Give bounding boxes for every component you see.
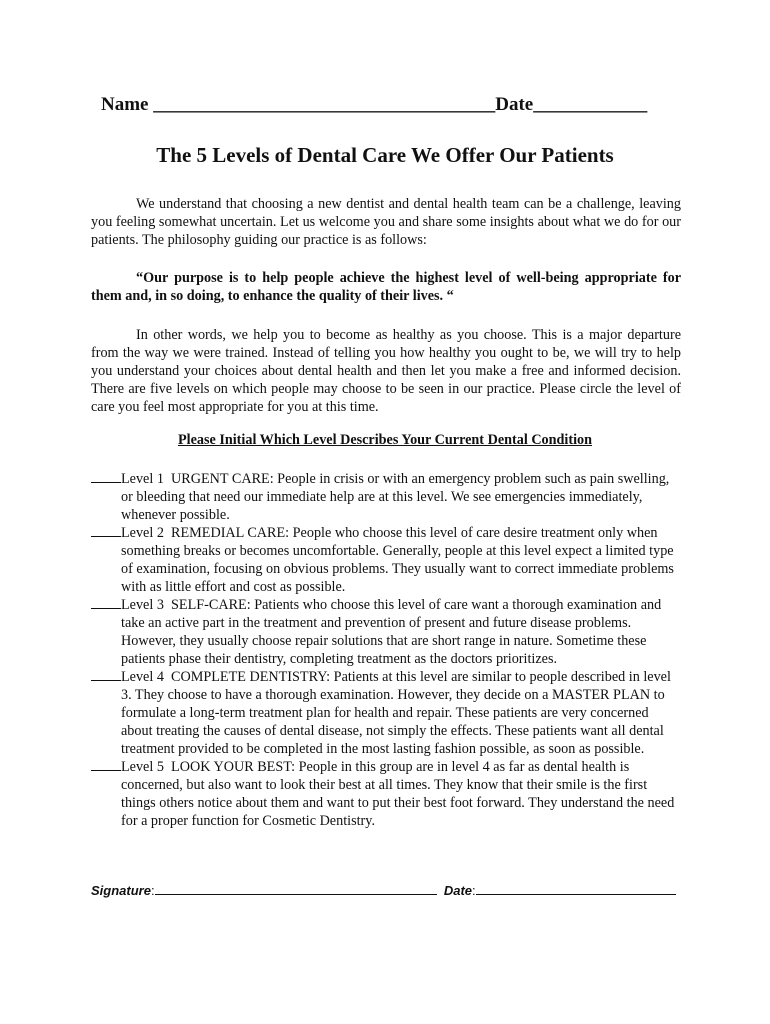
level-3-text: SELF-CARE: Patients who choose this level of care want a thorough examination and take an active part in the treatment and prevention of present and future disease problems. However, they usually choose repair solutions that are short range in nature. Sometime these patients phase their dentistry, completing treatment as the doctors prioritizes. bbox=[121, 597, 662, 667]
level-2-item bbox=[91, 524, 681, 596]
name-date-line bbox=[101, 94, 671, 116]
level-1-text: URGENT CARE: People in crisis or with an emergency problem such as pain swelling, or bleeding that need our immediate help are at this level. We see emergencies immediately, whenever possible. bbox=[121, 471, 670, 523]
explanation-text: In other words, we help you to become as healthy as you choose. This is a major departure from the way we were trained. Instead of telling you how healthy you ought to be, we will try to help you understand your choices about dental health and then let you make a free and informed decision. There are five levels on which people may choose to be seen in our practice. Please circle the level of care you feel most appropriate for you at this time. bbox=[91, 327, 681, 415]
signature-row: Signature: Date: bbox=[91, 882, 691, 898]
signature-label: Signature bbox=[91, 883, 151, 898]
name-label: Name bbox=[101, 94, 149, 115]
quote-text: “Our purpose is to help people achieve the highest level of well-being appropriate for them and, in so doing, to enhance the quality of their lives. “ bbox=[91, 270, 681, 304]
page-title: The 5 Levels of Dental Care We Offer Our Patients bbox=[156, 143, 614, 167]
level-1-label: Level 1 bbox=[121, 471, 164, 487]
initial-blank-4[interactable] bbox=[91, 668, 121, 681]
level-1-item bbox=[91, 470, 681, 524]
level-5-item bbox=[91, 758, 681, 830]
level-3-label: Level 3 bbox=[121, 597, 164, 613]
intro-paragraph bbox=[91, 195, 681, 249]
signature-date-field[interactable] bbox=[476, 882, 676, 895]
level-2-label: Level 2 bbox=[121, 525, 164, 541]
explanation-paragraph bbox=[91, 326, 681, 416]
level-5-label: Level 5 bbox=[121, 759, 164, 775]
initial-blank-3[interactable] bbox=[91, 596, 121, 609]
level-2-text: REMEDIAL CARE: People who choose this level of care desire treatment only when something breaks or becomes uncomfortable. Generally, people at this level expect a limited type of examination, focusing on obvious problems. They usually want to correct immediate problems with as little effort and cost as possible. bbox=[121, 525, 674, 595]
levels-list bbox=[91, 470, 681, 830]
level-5-text: LOOK YOUR BEST: People in this group are in level 4 as far as dental health is concerned, but also want to look their best at all times. They know that their smile is the first things others notice about them and want to put their best foot forward. They understand the need for a proper function for Cosmetic Dentistry. bbox=[121, 759, 675, 829]
section-heading: Please Initial Which Level Describes Your Current Dental Condition bbox=[177, 432, 593, 448]
level-4-text: COMPLETE DENTISTRY: Patients at this level are similar to people described in level 3. They choose to have a thorough examination. However, they decide on a MASTER PLAN to formulate a long-term treatment plan for health and repair. These patients are very concerned about treating the causes of dental disease, not simply the effects. These patients want all dental treatment provided to be completed in the most lasting fashion possible, as soon as possible. bbox=[121, 669, 671, 757]
name-field[interactable]: ____________________________________ bbox=[153, 94, 496, 115]
level-4-item bbox=[91, 668, 681, 758]
signature-date-label: Date bbox=[443, 883, 473, 898]
initial-blank-1[interactable] bbox=[91, 470, 121, 483]
signature-field[interactable] bbox=[155, 882, 437, 895]
initial-blank-5[interactable] bbox=[91, 758, 121, 771]
date-field[interactable]: ____________ bbox=[533, 94, 648, 115]
intro-text: We understand that choosing a new dentist and dental health team can be a challenge, leaving you feeling somewhat uncertain. Let us welcome you and share some insights about what we do for our patients. The philosophy guiding our practice is as follows: bbox=[91, 196, 681, 248]
level-4-label: Level 4 bbox=[121, 669, 164, 685]
purpose-quote bbox=[91, 269, 681, 305]
level-3-item bbox=[91, 596, 681, 668]
date-label: Date bbox=[495, 94, 534, 115]
initial-blank-2[interactable] bbox=[91, 524, 121, 537]
